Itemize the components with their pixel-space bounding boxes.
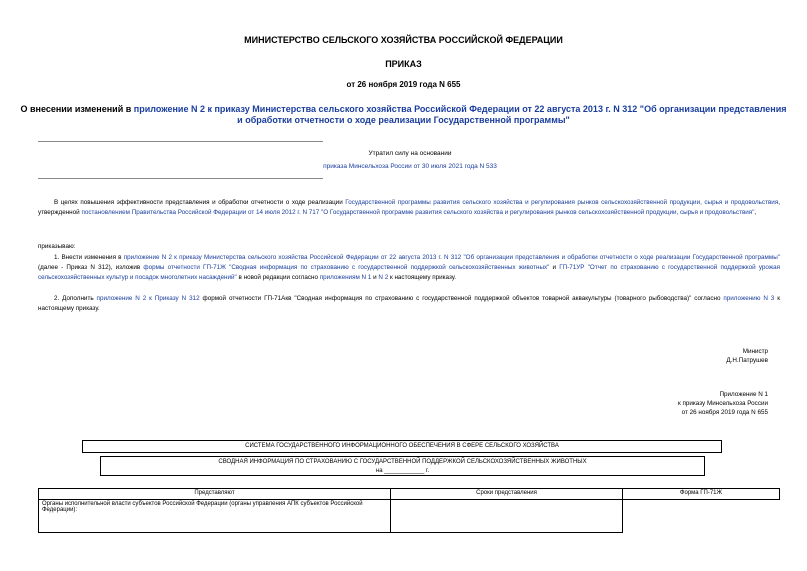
form-table <box>38 488 780 533</box>
form-header-row <box>39 489 780 500</box>
appendix-line-1: Приложение N 1 <box>719 391 768 398</box>
item1-link-gp71zh[interactable]: формы отчетности ГП-71Ж "Сводная информация по страхованию с государственной поддержкой сельскохозяйственных животных" <box>143 264 550 271</box>
doc-type-heading: ПРИКАЗ <box>385 59 422 69</box>
item1-link-app1[interactable]: приложениям N 1 <box>319 274 372 281</box>
item2-link-app2[interactable]: приложение N 2 к Приказу N 312 <box>96 295 200 302</box>
intro-paragraph: В целях повышения эффективности представления и обработки отчетности о ходе реализации Государственной программы развития сельского хозяйства и регулирования рынков сельскохозяйственной продукции, сырья и продовольствия, утвержденной постановлением Правительства Российской Федерации от 14 июля 2012 г. N 717 "О Государственной программе развития сельского хозяйства и регулирования рынков сельскохозяйственной продукции, сырья и продовольствия", <box>38 199 780 216</box>
status-text: Утратил силу на основании <box>368 150 452 157</box>
signature-name: Д.Н.Патрушев <box>726 357 768 364</box>
appendix-line-2: к приказу Минсельхоза России <box>677 400 768 407</box>
system-title-box: СИСТЕМА ГОСУДАРСТВЕННОГО ИНФОРМАЦИОННОГО ОБЕСПЕЧЕНИЯ В СФЕРЕ СЕЛЬСКОГО ХОЗЯЙСТВА <box>82 440 722 453</box>
col-deadlines: Сроки представления <box>391 489 623 500</box>
row1-empty <box>623 500 780 533</box>
row1-deadlines <box>391 500 623 533</box>
item1-link-gp71ur[interactable]: ГП-71УР "Отчет по страхованию с государственной поддержкой урожая сельскохозяйственных культур и посадок многолетних насаждений" <box>38 264 780 281</box>
row1-submitters: Органы исполнительной власти субъектов Российской Федерации (органы управления АПК субъектов Российской Федерации): <box>39 500 391 533</box>
item1-link-order312[interactable]: приложение N 2 к приказу Министерства сельского хозяйства Российской Федерации от 22 августа 2013 г. N 312 "Об организации представления и обработки отчетности о ходе реализации Государственной программы" <box>123 254 780 261</box>
subject-heading: О внесении изменений в приложение N 2 к приказу Министерства сельского хозяйства Российской Федерации от 22 августа 2013 г. N 312 "Об организации представления и обработки отчетности о ходе реализации Государственной программы" <box>20 104 787 125</box>
item2-link-app3[interactable]: приложению N 3 <box>723 295 775 302</box>
program-link[interactable]: Государственной программы развития сельского хозяйства и регулирования рынков сельскохозяйственной продукции, сырья и продовольствия <box>345 199 779 206</box>
report-period: на ____________ г. <box>375 468 430 474</box>
item-1: 1. Внести изменения в приложение N 2 к приказу Министерства сельского хозяйства Российской Федерации от 22 августа 2013 г. N 312 "Об организации представления и обработки отчетности о ходе реализации Государственной программы" (далее - Приказ N 312), изложив формы отчетности ГП-71Ж "Сводная информация по страхованию с государственной поддержкой сельскохозяйственных животных" и ГП-71УР "Отчет по страхованию с государственной поддержкой урожая сельскохозяйственных культур и посадок многолетних насаждений" в новой редакции согласно приложениям N 1 и N 2 к настоящему приказу. <box>38 254 780 281</box>
date-number: от 26 ноября 2019 года N 655 <box>346 80 461 89</box>
report-title-box <box>100 456 705 476</box>
divider-bottom <box>38 178 323 179</box>
col-submitters: Представляют <box>39 489 391 500</box>
item-2: 2. Дополнить приложение N 2 к Приказу N 312 формой отчетности ГП-71Акв "Сводная информация по страхованию с государственной поддержкой объектов товарной аквакультуры (товарного рыбоводства)" согласно приложению N 3 к настоящему приказу. <box>38 295 780 312</box>
signature-position: Министр <box>742 348 768 355</box>
ministry-heading: МИНИСТЕРСТВО СЕЛЬСКОГО ХОЗЯЙСТВА РОССИЙСКОЙ ФЕДЕРАЦИИ <box>244 35 563 45</box>
status-link[interactable]: приказа Минсельхоза России от 30 июля 2021 года N 533 <box>323 163 497 170</box>
col-form-code: Форма ГП-71Ж <box>623 489 780 500</box>
appendix-line-3: от 26 ноября 2019 года N 655 <box>681 409 768 416</box>
report-title: СВОДНАЯ ИНФОРМАЦИЯ ПО СТРАХОВАНИЮ С ГОСУДАРСТВЕННОЙ ПОДДЕРЖКОЙ СЕЛЬСКОХОЗЯЙСТВЕННЫХ ЖИВОТНЫХ <box>218 459 587 465</box>
table-row <box>39 500 780 533</box>
order-word: приказываю: <box>38 243 76 250</box>
decree-link[interactable]: постановлением Правительства Российской Федерации от 14 июля 2012 г. N 717 "О Государственной программе развития сельского хозяйства и регулирования рынков сельскохозяйственной продукции, сырья и продовольствия" <box>81 209 755 216</box>
subject-link[interactable]: приложение N 2 к приказу Министерства сельского хозяйства Российской Федерации от 22 августа 2013 г. N 312 "Об организации представления и обработки отчетности о ходе реализации Государственной программы" <box>133 104 787 125</box>
divider-top <box>38 141 323 142</box>
item1-link-app2[interactable]: N 2 <box>378 274 389 281</box>
